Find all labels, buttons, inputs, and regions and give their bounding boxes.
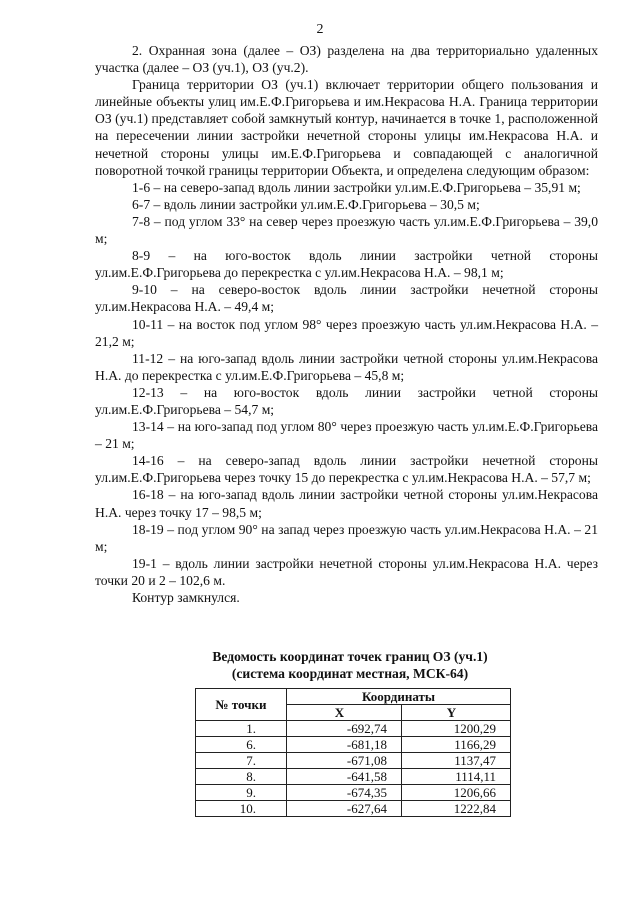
table-subtitle: (система координат местная, МСК-64) (231, 666, 469, 681)
paragraph: 11-12 – на юго-запад вдоль линии застройки четной стороны ул.им.Некрасова Н.А. до перекрестка с ул.им.Е.Ф.Григорьева – 45,8 м; (95, 350, 598, 383)
paragraph: 18-19 – под углом 90° на запад через проезжую часть ул.им.Некрасова Н.А. – 21 м; (95, 521, 598, 554)
paragraph: 19-1 – вдоль линии застройки нечетной стороны ул.им.Некрасова Н.А. через точки 20 и 2 – 102,6 м. (95, 555, 598, 588)
cell-x: -674,35 (287, 785, 402, 801)
paragraph: 1-6 – на северо-запад вдоль линии застройки ул.им.Е.Ф.Григорьева – 35,91 м; (132, 179, 581, 195)
cell-x: -681,18 (287, 737, 402, 753)
paragraph: Контур замкнулся. (132, 590, 240, 605)
table-caption (150, 648, 550, 682)
table-row (196, 769, 511, 785)
cell-y: 1114,11 (402, 769, 511, 785)
cell-point: 1. (196, 721, 287, 737)
table-row (196, 785, 511, 801)
coordinates-table (195, 688, 511, 817)
paragraph: Граница территории ОЗ (уч.1) включает территории общего пользования и линейные объекты улиц им.Е.Ф.Григорьева и им.Некрасова Н.А. Граница территории ОЗ (уч.1) представляет собой замкнутый контур, начинается в точке 1, расположенной на пересечении линии застройки нечетной стороны улицы им.Некрасова Н.А. и нечетной стороны улицы им.Е.Ф.Григорьева и совпадающей с аналогичной поворотной точкой границы территории Объекта, и определена следующим образом: (95, 77, 598, 178)
header-x: X (287, 705, 402, 721)
header-point: № точки (196, 689, 287, 721)
paragraph: 10-11 – на восток под углом 98° через проезжую часть ул.им.Некрасова Н.А. – 21,2 м; (95, 316, 598, 349)
paragraph: 16-18 – на юго-запад вдоль линии застройки четной стороны ул.им.Некрасова Н.А. через точку 17 – 98,5 м; (95, 487, 598, 520)
paragraph: 9-10 – на северо-восток вдоль линии застройки нечетной стороны ул.им.Некрасова Н.А. – 49,4 м; (95, 282, 598, 315)
cell-y: 1137,47 (402, 753, 511, 769)
table-row (196, 737, 511, 753)
paragraph: 12-13 – на юго-восток вдоль линии застройки четной стороны ул.им.Е.Ф.Григорьева – 54,7 м; (95, 384, 598, 417)
paragraph: 2. Охранная зона (далее – ОЗ) разделена на два территориально удаленных участка (далее – ОЗ (уч.1), ОЗ (уч.2). (95, 43, 598, 76)
cell-x: -627,64 (287, 801, 402, 817)
cell-y: 1200,29 (402, 721, 511, 737)
paragraph: 14-16 – на северо-запад вдоль линии застройки нечетной стороны ул.им.Е.Ф.Григорьева через точку 15 до перекрестка с ул.им.Некрасова Н.А. – 57,7 м; (95, 453, 598, 486)
cell-point: 6. (196, 737, 287, 753)
paragraph: 7-8 – под углом 33° на север через проезжую часть ул.им.Е.Ф.Григорьева – 39,0 м; (95, 213, 598, 247)
table-row (196, 801, 511, 817)
table-header-row (196, 689, 511, 705)
cell-x: -692,74 (287, 721, 402, 737)
cell-point: 10. (196, 801, 287, 817)
cell-y: 1222,84 (402, 801, 511, 817)
cell-point: 9. (196, 785, 287, 801)
paragraph: 6-7 – вдоль линии застройки ул.им.Е.Ф.Григорьева – 30,5 м; (132, 196, 480, 212)
cell-y: 1206,66 (402, 785, 511, 801)
cell-point: 8. (196, 769, 287, 785)
header-y: Y (402, 705, 511, 721)
table-row (196, 721, 511, 737)
table-row (196, 753, 511, 769)
cell-point: 7. (196, 753, 287, 769)
cell-y: 1166,29 (402, 737, 511, 753)
paragraph: 13-14 – на юго-запад под углом 80° через проезжую часть ул.им.Е.Ф.Григорьева – 21 м; (95, 419, 598, 452)
page-number: 2 (316, 22, 324, 37)
paragraph: 8-9 – на юго-восток вдоль линии застройки четной стороны ул.им.Е.Ф.Григорьева до перекрестка с ул.им.Некрасова Н.А. – 98,1 м; (95, 248, 598, 281)
cell-x: -641,58 (287, 769, 402, 785)
table-title: Ведомость координат точек границ ОЗ (уч.1) (212, 649, 488, 664)
header-coordinates: Координаты (287, 689, 511, 705)
cell-x: -671,08 (287, 753, 402, 769)
document-body (95, 42, 598, 606)
